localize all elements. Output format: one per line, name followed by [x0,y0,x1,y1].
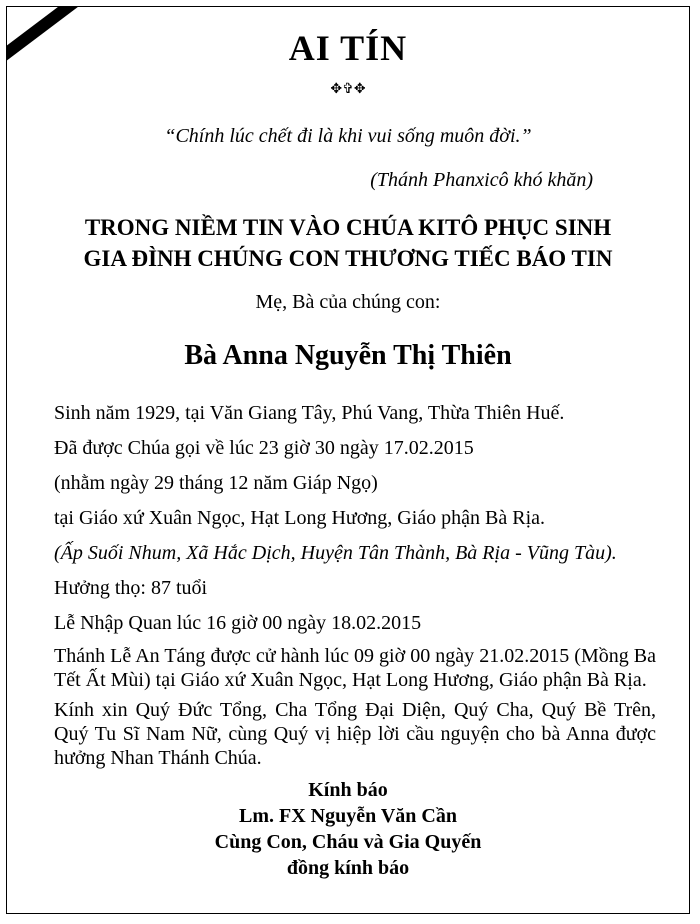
age-info: Hưởng thọ: 87 tuổi [54,577,208,599]
birth-info: Sinh năm 1929, tại Văn Giang Tây, Phú Vang, Thừa Thiên Huế. [54,402,565,424]
encoffining-info: Lễ Nhập Quan lúc 16 giờ 00 ngày 18.02.2015 [54,612,422,634]
address-info: (Ấp Suối Nhum, Xã Hắc Dịch, Huyện Tân Thành, Bà Rịa - Vũng Tàu). [54,542,617,564]
signature-line-2: Lm. FX Nguyễn Văn Cần [239,805,457,827]
signature-line-1: Kính báo [308,779,388,801]
heading-line-1: TRONG NIỀM TIN VÀO CHÚA KITÔ PHỤC SINH [84,215,612,240]
signature-block [7,777,689,881]
prayer-request: Kính xin Quý Đức Tổng, Cha Tổng Đại Diện, Quý Cha, Quý Bề Trên, Quý Tu Sĩ Nam Nữ, cùng Quý vị hiệp lời cầu nguyện cho bà Anna được hưởng Nhan Thánh Chúa. [54,699,656,769]
relation-line: Mẹ, Bà của chúng con: [255,291,441,313]
page-title: AI TÍN [288,28,408,68]
signature-line-3: Cùng Con, Cháu và Gia Quyến [214,831,482,853]
quote-attribution: (Thánh Phanxicô khó khăn) [370,169,593,191]
lunar-date: (nhằm ngày 29 tháng 12 năm Giáp Ngọ) [54,472,378,494]
funeral-mass-info: Thánh Lễ An Táng được cử hành lúc 09 giờ 00 ngày 21.02.2015 (Mồng Ba Tết Ất Mùi) tại Giáo xứ Xuân Ngọc, Hạt Long Hương, Giáo phận Bà Rịa. [54,645,656,691]
obituary-details [54,399,656,770]
death-info: Đã được Chúa gọi về lúc 23 giờ 30 ngày 17.02.2015 [54,437,474,459]
scripture-quote: “Chính lúc chết đi là khi vui sống muôn đời.” [164,125,532,147]
signature-line-4: đồng kính báo [286,857,410,879]
announcement-heading [7,212,689,274]
cross-ornament-icon: ✥✞✥ [330,82,366,97]
obituary-card [6,6,690,914]
parish-info: tại Giáo xứ Xuân Ngọc, Hạt Long Hương, Giáo phận Bà Rịa. [54,507,546,529]
deceased-name: Bà Anna Nguyễn Thị Thiên [184,340,512,371]
heading-line-2: GIA ĐÌNH CHÚNG CON THƯƠNG TIẾC BÁO TIN [83,246,613,271]
